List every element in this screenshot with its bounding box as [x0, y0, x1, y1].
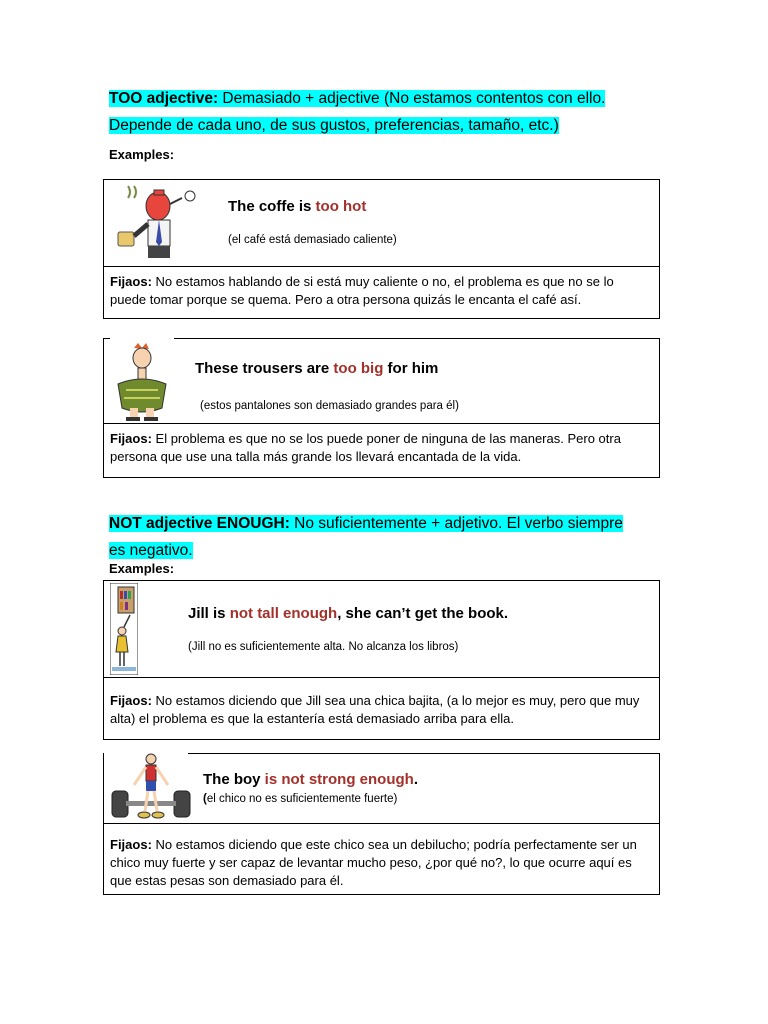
weightlifting-boy-illustration	[108, 753, 194, 821]
example-card-trousers	[103, 338, 660, 478]
heading-bold: TOO adjective:	[109, 90, 219, 107]
example-sentence: Jill is not tall enough, she can’t get the book.	[188, 605, 509, 622]
jill-bookshelf-illustration	[110, 583, 138, 675]
example-sentence: The boy is not strong enough.	[203, 771, 418, 788]
examples-label: Examples:	[109, 561, 175, 576]
example-card-jill	[103, 580, 660, 740]
heading-bold: NOT adjective ENOUGH:	[109, 515, 290, 532]
example-card-coffee	[103, 179, 660, 319]
example-sentence: These trousers are too big for him	[195, 360, 439, 377]
heading-line2: es negativo.	[109, 542, 193, 559]
example-card-boy	[103, 753, 660, 895]
explanation: Fijaos: No estamos diciendo que este chico sea un debilucho; podría perfectamente ser un chico muy fuerte y ser capaz de levantar mucho peso, ¿por qué no?, lo que ocurre aquí es que estas pesas son demasiado para él.	[110, 837, 637, 888]
explanation: Fijaos: No estamos hablando de si está muy caliente o no, el problema es que no se lo puede tomar porque se quema. Pero a otra persona quizás le encanta el café así.	[110, 274, 614, 307]
translation: (el chico no es suficientemente fuerte)	[203, 793, 398, 805]
section-heading-not-enough	[109, 510, 654, 564]
heading-text: No suficientemente + adjetivo. El verbo siempre	[289, 515, 623, 532]
section-heading-too	[109, 85, 654, 139]
heading-text: Demasiado + adjective (No estamos contentos con ello.	[218, 90, 606, 107]
translation: (estos pantalones son demasiado grandes para él)	[200, 400, 459, 412]
big-trousers-man-illustration	[112, 342, 172, 422]
heading-line2: Depende de cada uno, de sus gustos, preferencias, tamaño, etc.)	[109, 117, 559, 134]
translation: (el café está demasiado caliente)	[228, 234, 397, 246]
translation: (Jill no es suficientemente alta. No alcanza los libros)	[188, 641, 459, 653]
explanation: Fijaos: El problema es que no se los puede poner de ninguna de las maneras. Pero otra persona que use una talla más grande los llevará encantada de la vida.	[110, 431, 621, 464]
explanation: Fijaos: No estamos diciendo que Jill sea una chica bajita, (a lo mejor es muy, pero que muy alta) el problema es que la estantería está demasiado arriba para ella.	[110, 693, 640, 726]
hot-coffee-man-illustration	[110, 184, 198, 262]
example-sentence: The coffe is too hot	[228, 198, 367, 215]
examples-label: Examples:	[109, 147, 175, 162]
